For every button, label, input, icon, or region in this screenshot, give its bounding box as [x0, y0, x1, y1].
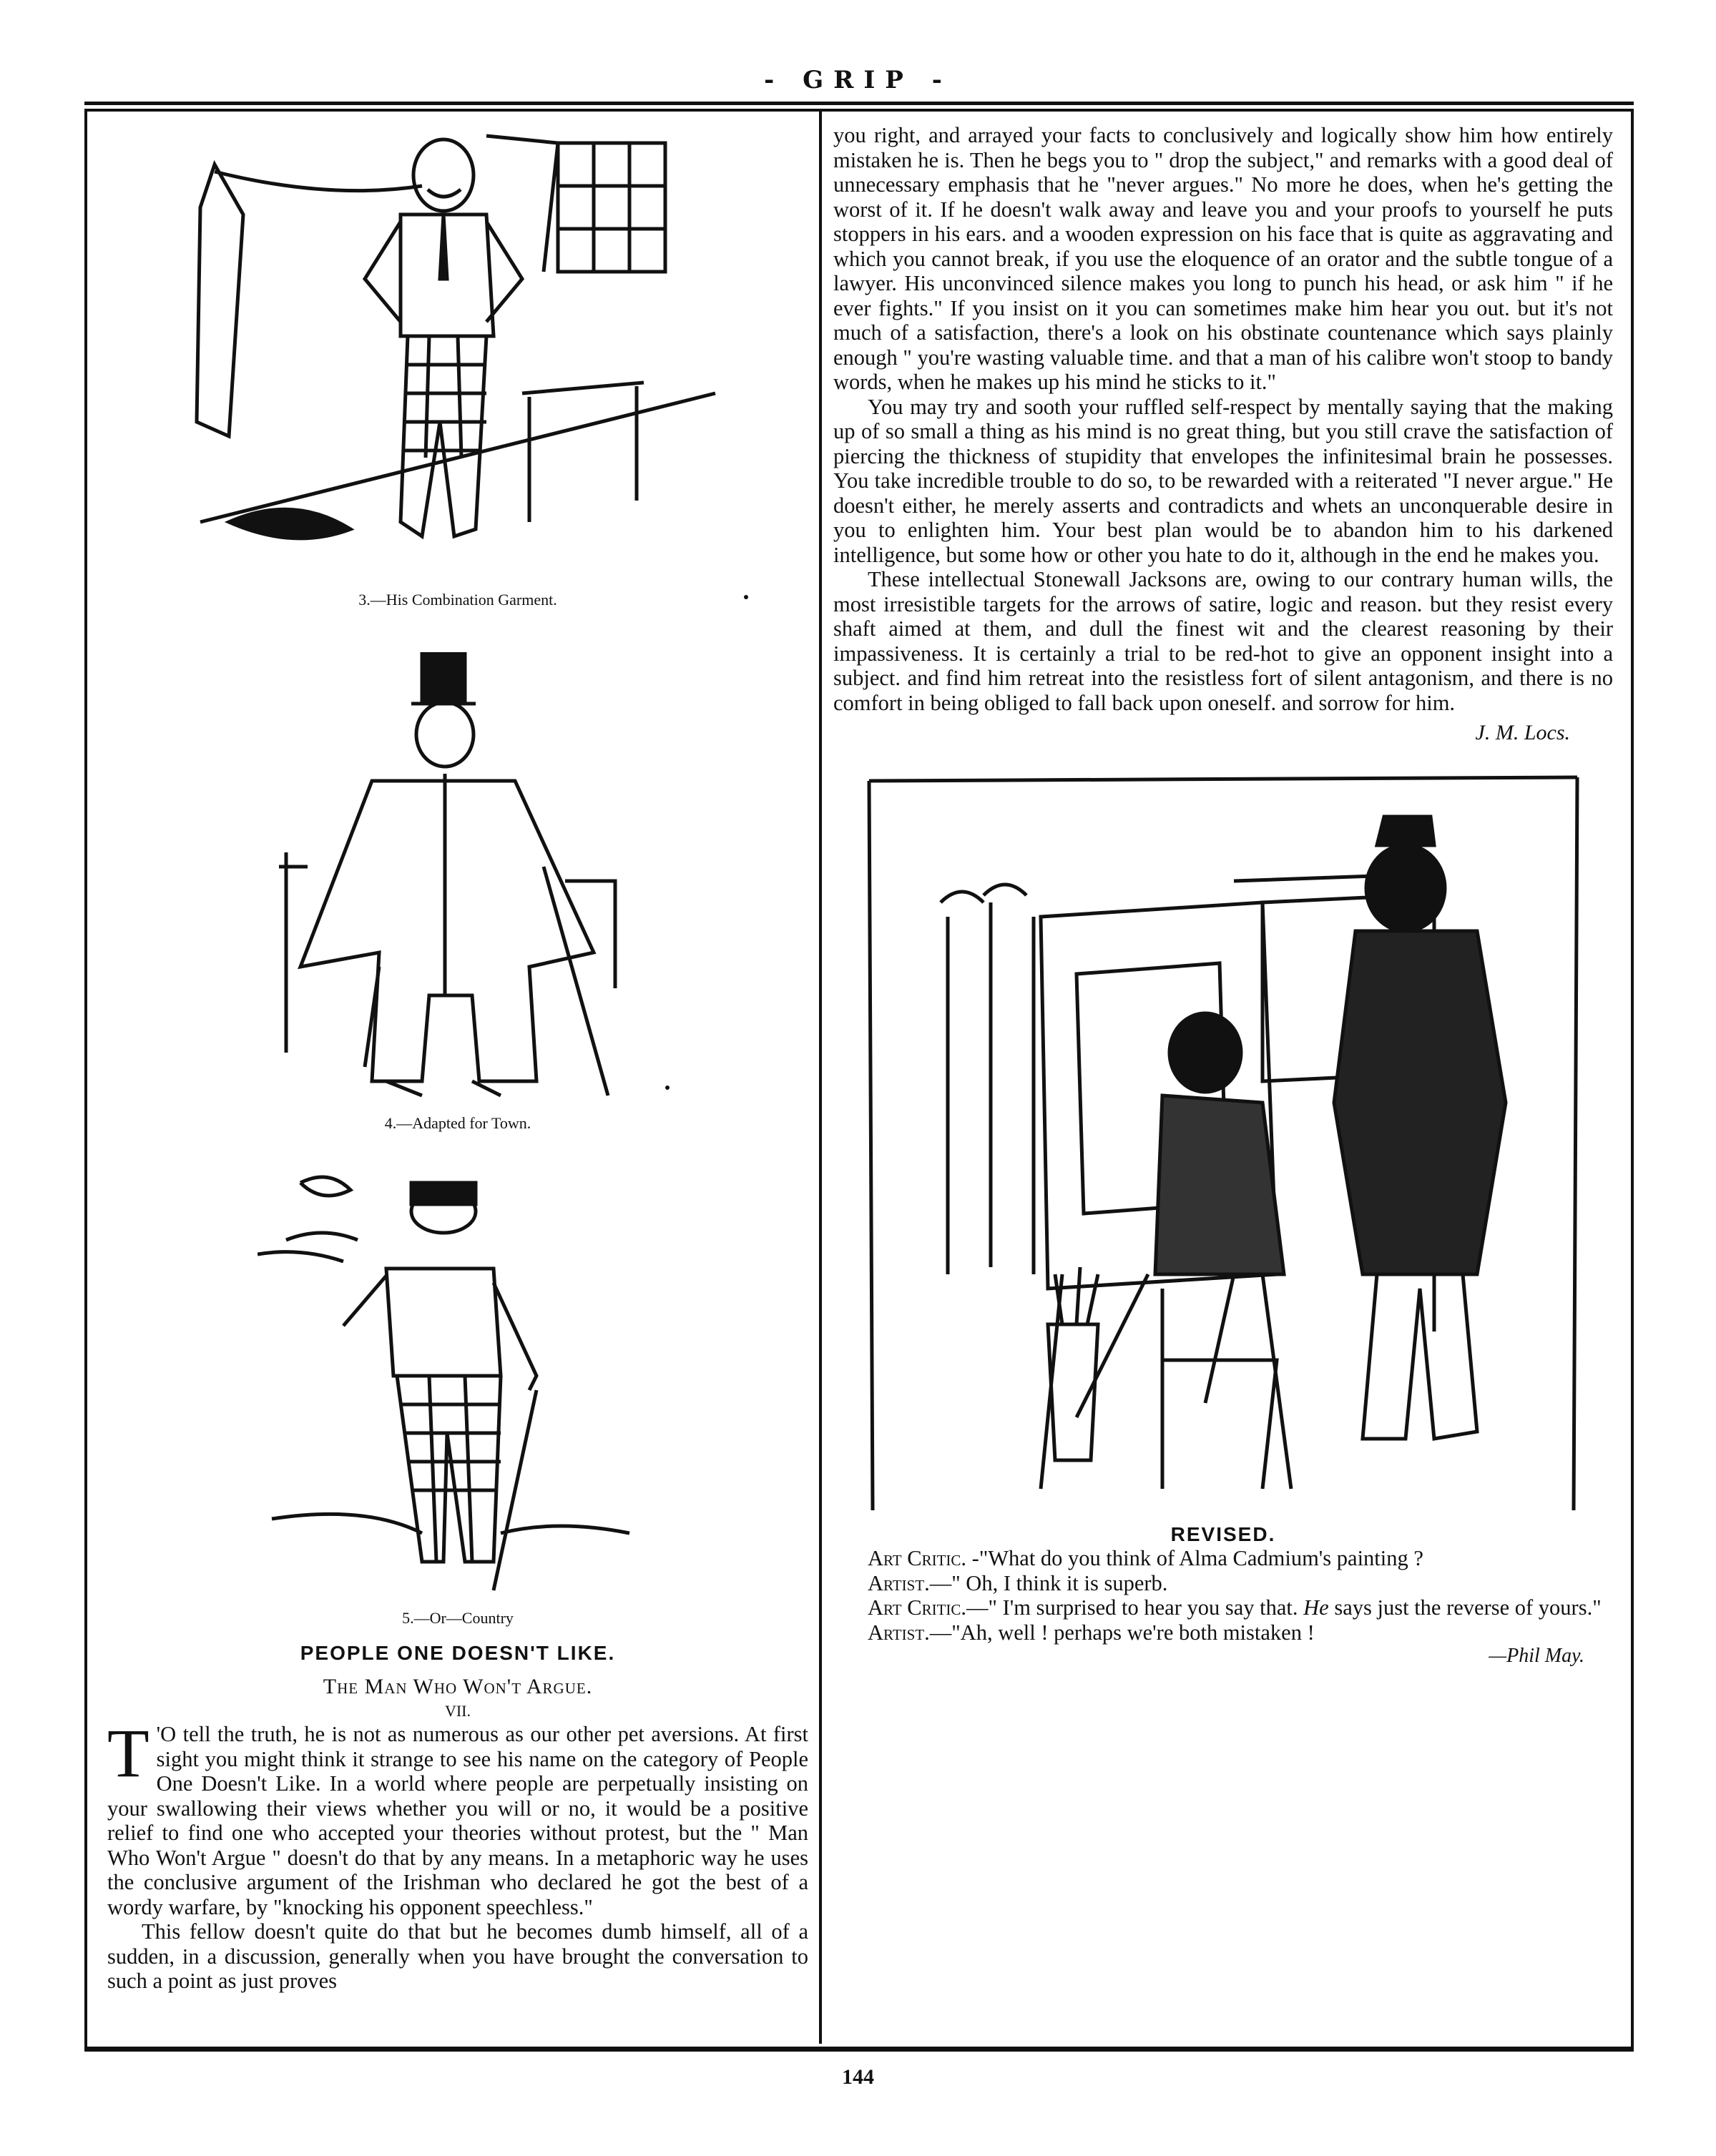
page-number: 144 [842, 2065, 874, 2089]
section-title: PEOPLE ONE DOESN'T LIKE. [300, 1642, 616, 1664]
paragraph-text: 'O tell the truth, he is not as numerous as our other pet aversions. At first sight you might think it strange to see his name on the category of People One Doesn't Like. In a world where people are perpetually insisting on your swallowing their views whether you will or no, it would be a positive relief to find one who accepted your theories without protest, but the " Man Who Won't Argue " doesn't do that by any means. In a metaphoric way he uses the conclusive argument of the Irishman who declared he got the best of a wordy warfare, by "knocking his opponent speechless." [107, 1722, 808, 1919]
author-signature: J. M. Locs. [1475, 721, 1570, 744]
bottom-rule [84, 2049, 1634, 2052]
dialog-text: says just the reverse of yours." [1328, 1595, 1602, 1620]
cartoon-title: REVISED. [1170, 1523, 1276, 1545]
masthead: - GRIP - [764, 66, 952, 94]
dialog-emphasis: He [1303, 1595, 1329, 1620]
figure-combination-garment [186, 122, 730, 609]
cartoon-dialog [833, 1546, 1613, 1645]
dialog-text: —"Ah, well ! perhaps we're both mistaken ! [929, 1620, 1315, 1645]
dialog-text: -"What do you think of Alma Cadmium's painting ? [966, 1546, 1423, 1570]
figure-caption: 4.—Adapted for Town. [384, 1114, 531, 1132]
figure-adapted-for-town [258, 652, 658, 1133]
figure-or-country [258, 1161, 658, 1628]
article-number: VII. [444, 1702, 471, 1720]
figure-caption: 3.—His Combination Garment. [358, 591, 557, 609]
article-subtitle: The Man Who Won't Argue. [323, 1675, 593, 1698]
figure-caption: 5.—Or—Country [402, 1609, 514, 1627]
man-in-town-coat-illustration [258, 652, 658, 1110]
print-speck [744, 595, 748, 599]
article-paragraph-5: These intellectual Stonewall Jacksons are, owing to our contrary human wills, the most irresistible targets for the arrows of satire, logic and reason. but they resist every shaft aimed at them, and dull the finest wit and the clearest reasoning by their impassiveness. It is certainly a trial to be red-hot to give an opponent insight into a subject. and find him retreat into the resistless fort of silent antagonism, and there is no comfort in being obliged to fall back upon oneself. and sorrow for him. [833, 567, 1613, 715]
dialog-text: —" I'm surprised to hear you say that. [966, 1595, 1304, 1620]
article-paragraph-1 [107, 1715, 808, 1919]
dialog-line-1 [833, 1546, 1613, 1571]
speaker-art-critic: Art Critic. [868, 1595, 967, 1620]
man-in-country-attire-illustration [258, 1161, 658, 1605]
speaker-artist: Artist. [868, 1570, 930, 1595]
dialog-line-4 [833, 1620, 1613, 1645]
dialog-text: —" Oh, I think it is superb. [929, 1570, 1168, 1595]
article-paragraph-4: You may try and sooth your ruffled self-respect by mentally saying that the making up of so small a thing as his mind is no great thing, but you still crave the satisfaction of piercing the thickness of stupidity that envelopes the infinitesimal brain he possesses. You take incredible trouble to do so, to be rewarded with a reiterated "I never argue." He doesn't either, he merely asserts and contradicts and whets an unconquerable desire in you to enlighten him. Your best plan would be to abandon him to his darkened intelligence, but some how or other you hate to do it, although in the end he makes you. [833, 394, 1613, 567]
right-column [833, 123, 1613, 1668]
artist-credit: —Phil May. [1489, 1645, 1584, 1667]
print-speck [665, 1086, 670, 1090]
column-divider [819, 109, 822, 2044]
speaker-art-critic: Art Critic. [868, 1546, 967, 1570]
man-combination-garment-illustration [186, 122, 730, 586]
article-paragraph-3: you right, and arrayed your facts to conclusively and logically show him how entirely mistaken he is. Then he begs you to " drop the subject," and remarks with a good deal of unnecessary emphasis that he "never argues." No more he does, when he's getting the worst of it. If he doesn't walk away and leave you and your proofs to yourself he puts stoppers in his ears. and a wooden expression on his face that is quite as aggravating and which you cannot break, if you use the eloquence of an orator and the subtle tongue of a lawyer. His unconvinced silence makes you long to punch his head, or ask him " if he ever fights." If you insist on it you can sometimes make him hear you out. but it's not much of a satisfaction, there's a look on his obstinate countenance which says plainly enough " you're wasting valuable time. and that a man of his calibre won't stoop to bandy words, when he makes up his mind he sticks to it." [833, 123, 1613, 394]
left-column [107, 122, 808, 1994]
drop-cap: T [107, 1715, 149, 1791]
top-rule [84, 102, 1634, 105]
cartoon-revised [862, 774, 1584, 1517]
dialog-line-3 [833, 1595, 1613, 1620]
dialog-line-2 [833, 1571, 1613, 1596]
speaker-artist: Artist. [868, 1620, 930, 1645]
artist-and-critic-cartoon [862, 774, 1584, 1517]
article-paragraph-2: This fellow doesn't quite do that but he becomes dumb himself, all of a sudden, in a discussion, generally when you have brought the conversation to such a point as just proves [107, 1919, 808, 1993]
